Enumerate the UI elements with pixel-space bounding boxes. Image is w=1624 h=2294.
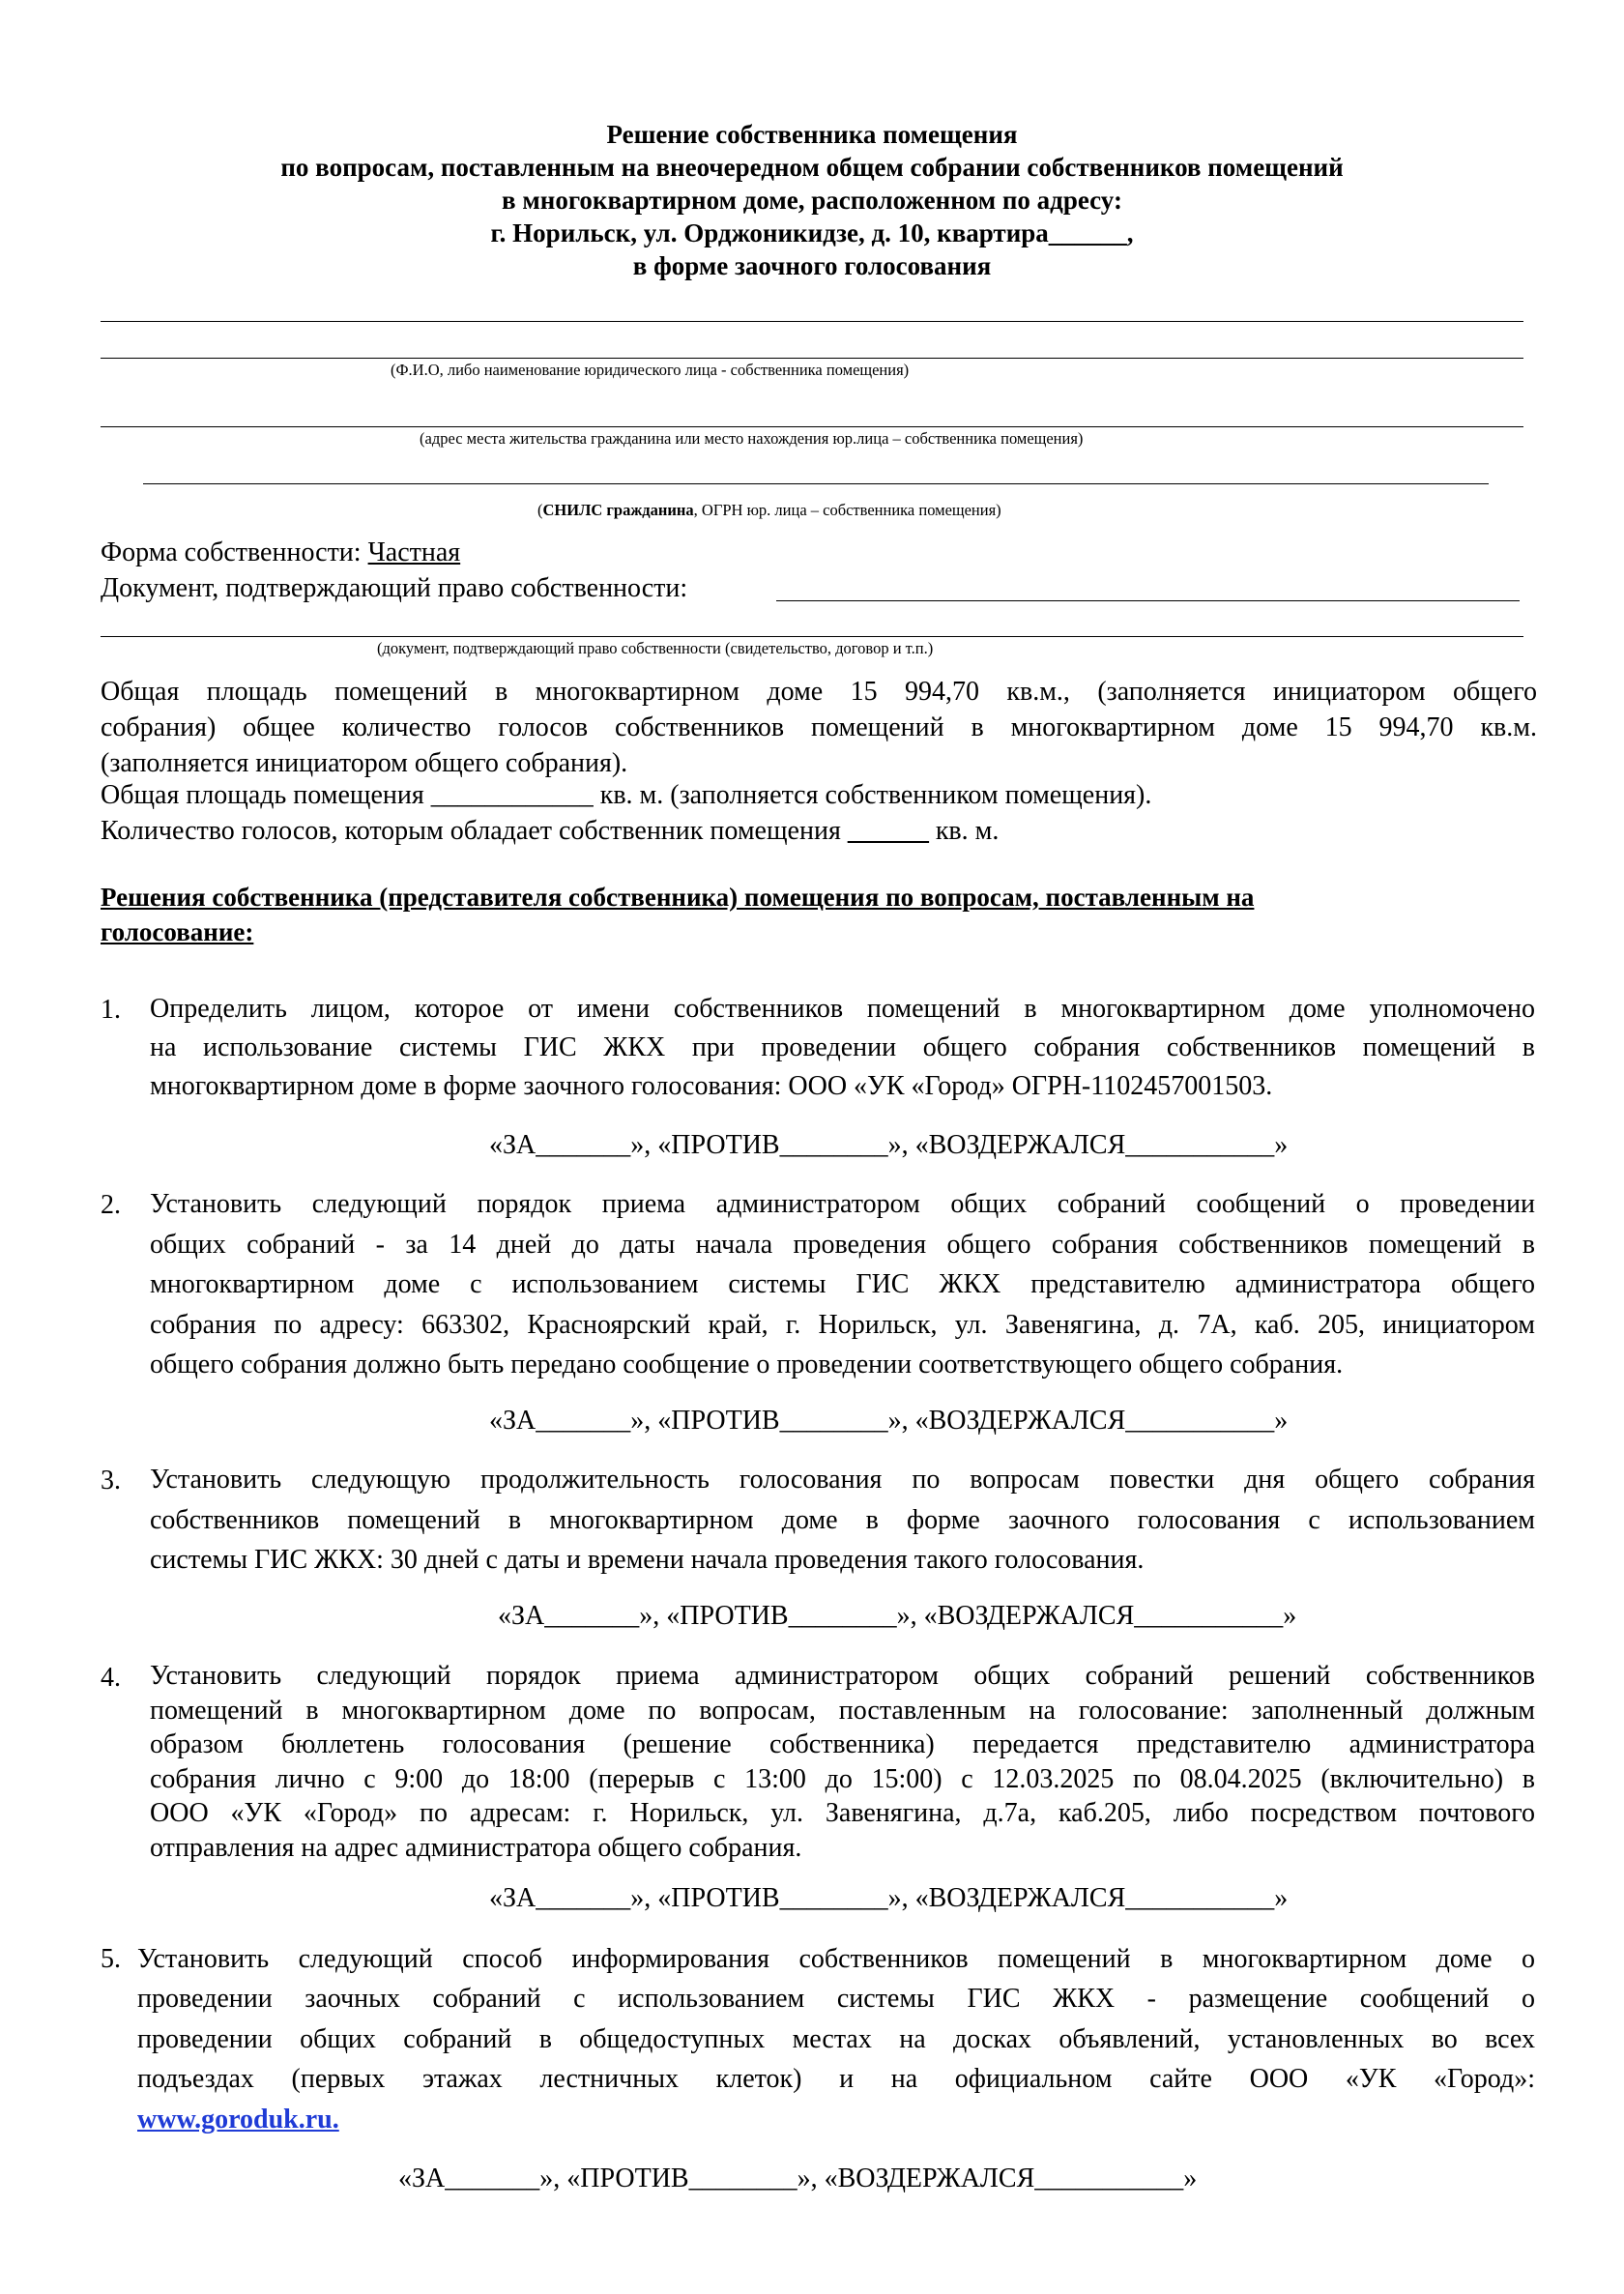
item-4-line: собрания лично с 9:00 до 18:00 (перерыв с 13:00 до 15:00) с 12.03.2025 по 08.04.2025 (включительно) в [150, 1763, 1535, 1794]
title-line-5: в форме заочного голосования [632, 251, 992, 280]
votes-count-line [101, 815, 999, 848]
item-1-text [150, 990, 1535, 1106]
area-paragraph [101, 674, 1537, 781]
item-1-vote-options[interactable]: «ЗА_______», «ПРОТИВ________», «ВОЗДЕРЖАЛСЯ___________» [489, 1130, 1289, 1160]
ownership-form-value: Частная [367, 537, 461, 567]
ownership-form [101, 537, 460, 569]
title-line-1: Решение собственника помещения [606, 120, 1018, 149]
owner-name-line-1[interactable] [101, 321, 1523, 322]
snils-caption-rest: , ОГРН юр. лица – собственника помещения) [693, 501, 1001, 519]
item-5-line: Установить следующий способ информирования собственников помещений в многоквартирном доме о [137, 1944, 1535, 1974]
area-line-3: (заполняется инициатором общего собрания). [101, 748, 628, 778]
votes-count-unit: кв. м. [928, 816, 1000, 846]
ownership-doc-line-2[interactable] [101, 636, 1523, 637]
item-3-line: собственников помещений в многоквартирном доме в форме заочного голосования с использованием [150, 1504, 1535, 1535]
owner-address-caption: (адрес места жительства гражданина или место нахождения юр.лица – собственника помещения) [420, 429, 1084, 448]
item-4-number: 4. [101, 1663, 121, 1693]
item-2-line: общих собраний - за 14 дней до даты начала проведения общего собрания собственников помещений в [150, 1229, 1535, 1260]
snils-caption [537, 501, 1001, 520]
snils-caption-open: ( [537, 501, 543, 519]
item-2-text [150, 1184, 1535, 1385]
section-title-line-2: голосование: [101, 917, 254, 946]
item-3-number: 3. [101, 1466, 121, 1495]
title-line-2: по вопросам, поставленным на внеочередном общем собрании собственников помещений [280, 153, 1344, 182]
snils-line[interactable] [143, 483, 1489, 484]
item-2-line: общего собрания должно быть передано сообщение о проведении соответствующего общего собрания. [150, 1350, 1344, 1379]
item-1-number: 1. [101, 995, 121, 1025]
item-2-line: многоквартирном доме с использованием системы ГИС ЖКХ представителю администратора общего [150, 1269, 1535, 1299]
owner-name-line-2[interactable] [101, 358, 1523, 359]
item-1-line: Определить лицом, которое от имени собственников помещений в многоквартирном доме уполномочено [150, 994, 1535, 1024]
decisions-section-title [101, 880, 1254, 949]
ownership-doc-line-1[interactable] [776, 600, 1520, 601]
section-title-line-1: Решения собственника (представителя собственника) помещения по вопросам, поставленным на [101, 883, 1255, 912]
company-website-link[interactable]: www.goroduk.ru. [137, 2104, 339, 2134]
item-4-line: ООО «УК «Город» по адресам: г. Норильск, ул. Завенягина, д.7а, каб.205, либо посредством почтового [150, 1798, 1535, 1828]
votes-count-label: Количество голосов, которым обладает собственник помещения [101, 816, 848, 846]
area-line-2: собрания) общее количество голосов собственников помещений в многоквартирном доме 15 994,70 кв.м. [101, 712, 1537, 742]
ownership-form-label: Форма собственности: [101, 537, 368, 567]
item-5-line: проведении заочных собраний с использованием системы ГИС ЖКХ - размещение сообщений о [137, 1984, 1535, 2014]
item-5-line: подъездах (первых этажах лестничных клеток) и на официальном сайте ООО «УК «Город»: [137, 2064, 1535, 2094]
ownership-doc-caption: (документ, подтверждающий право собственности (свидетельство, договор и т.п.) [377, 639, 934, 657]
item-2-number: 2. [101, 1190, 121, 1220]
item-4-text [150, 1659, 1535, 1865]
owner-name-caption: (Ф.И.О, либо наименование юридического лица - собственника помещения) [391, 361, 910, 379]
item-3-vote-options[interactable]: «ЗА_______», «ПРОТИВ________», «ВОЗДЕРЖАЛСЯ___________» [498, 1601, 1297, 1631]
item-4-line: отправления на адрес администратора общего собрания. [150, 1832, 802, 1863]
item-1-line: на использование системы ГИС ЖКХ при проведении общего собрания собственников помещений в [150, 1032, 1535, 1062]
item-4-line: образом бюллетень голосования (решение собственника) передается представителю администратора [150, 1729, 1535, 1759]
item-2-vote-options[interactable]: «ЗА_______», «ПРОТИВ________», «ВОЗДЕРЖАЛСЯ___________» [489, 1406, 1289, 1436]
item-2-line: Установить следующий порядок приема администратором общих собраний сообщений о проведении [150, 1189, 1535, 1219]
item-2-line: собрания по адресу: 663302, Красноярский край, г. Норильск, ул. Завенягина, д. 7А, каб. 205, инициатором [150, 1309, 1535, 1340]
item-3-text [150, 1460, 1535, 1581]
item-5-line: проведении общих собраний в общедоступных местах на досках объявлений, установленных во всех [137, 2023, 1535, 2054]
title-line-3: в многоквартирном доме, расположенном по адресу: [502, 186, 1122, 215]
item-5-link-line [137, 2100, 1535, 2140]
area-line-1: Общая площадь помещений в многоквартирном доме 15 994,70 кв.м., (заполняется инициатором общего [101, 677, 1537, 707]
item-4-line: помещений в многоквартирном доме по вопросам, поставленным на голосование: заполненный должным [150, 1695, 1535, 1726]
document-title [97, 118, 1527, 282]
item-4-line: Установить следующий порядок приема администратором общих собраний решений собственников [150, 1661, 1535, 1691]
item-5-first-line [137, 1939, 1535, 1980]
snils-caption-bold: СНИЛС гражданина [542, 501, 694, 519]
item-3-line: Установить следующую продолжительность голосования по вопросам повестки дня общего собрания [150, 1465, 1535, 1495]
item-4-vote-options[interactable]: «ЗА_______», «ПРОТИВ________», «ВОЗДЕРЖАЛСЯ___________» [489, 1883, 1289, 1913]
item-3-line: системы ГИС ЖКХ: 30 дней с даты и времени начала проведения такого голосования. [150, 1545, 1145, 1575]
ownership-doc-label: Документ, подтверждающий право собственности: [101, 573, 688, 603]
item-5-text [137, 1979, 1535, 2139]
item-1-line: многоквартирном доме в форме заочного голосования: ООО «УК «Город» ОГРН-1102457001503. [150, 1071, 1273, 1101]
item-5-vote-options[interactable]: «ЗА_______», «ПРОТИВ________», «ВОЗДЕРЖАЛСЯ___________» [398, 2163, 1198, 2193]
owner-address-line[interactable] [101, 426, 1523, 427]
title-line-4: г. Норильск, ул. Орджоникидзе, д. 10, квартира______, [490, 218, 1134, 247]
votes-count-blank[interactable]: ______ [847, 816, 929, 846]
room-area-line: Общая площадь помещения ____________ кв. м. (заполняется собственником помещения). [101, 780, 1152, 810]
item-5-number: 5. [101, 1944, 121, 1974]
